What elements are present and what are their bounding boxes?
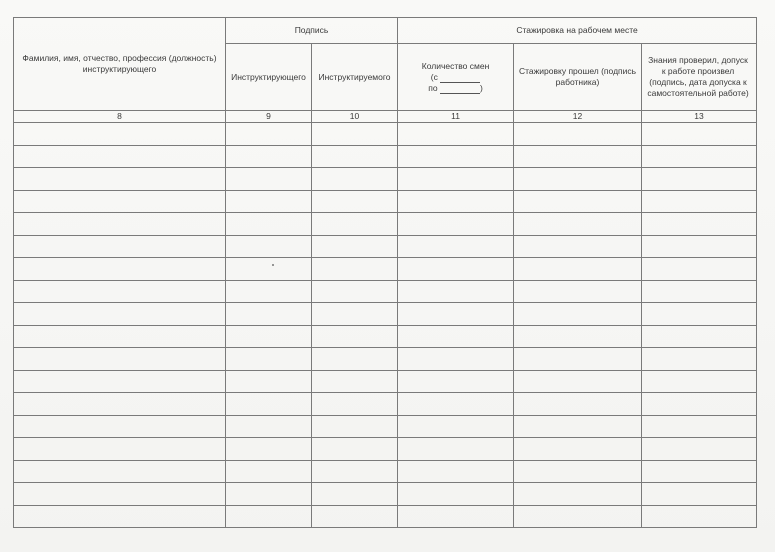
cell-internship-passed [514,280,642,303]
cell-knowledge-checked [642,213,757,236]
cell-name [14,123,226,146]
cell-internship-passed [514,303,642,326]
shift-to-blank [440,85,480,94]
cell-shift-count [398,325,514,348]
cell-shift-count [398,460,514,483]
table-row [14,213,757,236]
cell-sig-instructor [226,190,312,213]
header-shift-to-close: ) [479,82,483,93]
cell-name [14,303,226,326]
cell-sig-instructor [226,213,312,236]
cell-sig-instructor [226,325,312,348]
header-signature-instructed [312,44,398,111]
header-shift-from: (с [430,71,438,82]
cell-shift-count [398,393,514,416]
cell-name [14,370,226,393]
cell-sig-instructor [226,415,312,438]
cell-knowledge-checked [642,438,757,461]
cell-name [14,280,226,303]
cell-sig-instructed [312,190,398,213]
cell-name [14,213,226,236]
table-row [14,235,757,258]
cell-internship-passed [514,505,642,528]
table-row [14,168,757,191]
cell-name [14,505,226,528]
table-row [14,505,757,528]
shift-from-blank [440,74,480,83]
header-name-column [14,18,226,111]
table-row [14,145,757,168]
cell-sig-instructor [226,168,312,191]
table-row [14,415,757,438]
cell-knowledge-checked [642,168,757,191]
cell-internship-passed [514,393,642,416]
table-row [14,190,757,213]
header-signature-group [226,18,398,44]
header-internship-passed [514,44,642,111]
cell-sig-instructed [312,370,398,393]
cell-internship-passed [514,145,642,168]
header-shift-count-label: Количество смен [421,60,490,71]
cell-sig-instructed [312,123,398,146]
cell-shift-count [398,438,514,461]
cell-sig-instructor [226,370,312,393]
table-row [14,325,757,348]
table-row [14,483,757,506]
cell-name [14,325,226,348]
cell-knowledge-checked [642,505,757,528]
cell-internship-passed [514,348,642,371]
header-signature-instructor-text: Инструктирующего [231,71,306,82]
cell-shift-count [398,235,514,258]
cell-shift-count [398,370,514,393]
cell-name [14,235,226,258]
cell-knowledge-checked [642,370,757,393]
cell-internship-passed [514,370,642,393]
header-internship-text: Стажировка на рабочем месте [516,25,638,35]
table-row [14,123,757,146]
cell-sig-instructed [312,483,398,506]
cell-shift-count [398,213,514,236]
column-number-13: 13 [642,111,757,123]
cell-sig-instructor [226,123,312,146]
column-number-12: 12 [514,111,642,123]
paper-speck [272,264,274,266]
cell-sig-instructor [226,145,312,168]
cell-shift-count [398,123,514,146]
cell-sig-instructed [312,505,398,528]
cell-internship-passed [514,235,642,258]
cell-knowledge-checked [642,123,757,146]
cell-shift-count [398,258,514,281]
cell-sig-instructor [226,303,312,326]
cell-sig-instructed [312,145,398,168]
cell-internship-passed [514,325,642,348]
cell-internship-passed [514,415,642,438]
cell-sig-instructor [226,280,312,303]
header-knowledge-checked [642,44,757,111]
column-number-8: 8 [14,111,226,123]
cell-name [14,393,226,416]
cell-shift-count [398,168,514,191]
cell-sig-instructor [226,438,312,461]
cell-sig-instructor [226,258,312,281]
journal-body [14,123,757,528]
cell-knowledge-checked [642,235,757,258]
column-number-10: 10 [312,111,398,123]
cell-knowledge-checked [642,460,757,483]
cell-sig-instructed [312,280,398,303]
cell-shift-count [398,415,514,438]
cell-name [14,483,226,506]
cell-knowledge-checked [642,393,757,416]
cell-sig-instructor [226,460,312,483]
table-row [14,370,757,393]
cell-internship-passed [514,483,642,506]
cell-knowledge-checked [642,258,757,281]
cell-internship-passed [514,168,642,191]
cell-knowledge-checked [642,190,757,213]
cell-name [14,438,226,461]
cell-sig-instructor [226,393,312,416]
cell-sig-instructor [226,235,312,258]
header-signature-text: Подпись [294,25,329,35]
cell-shift-count [398,483,514,506]
cell-shift-count [398,145,514,168]
cell-shift-count [398,348,514,371]
cell-shift-count [398,505,514,528]
cell-internship-passed [514,123,642,146]
cell-sig-instructed [312,213,398,236]
table-row [14,438,757,461]
cell-name [14,168,226,191]
instruction-journal-table [13,17,757,528]
table-row [14,280,757,303]
table-row [14,303,757,326]
cell-sig-instructed [312,168,398,191]
cell-knowledge-checked [642,280,757,303]
cell-knowledge-checked [642,303,757,326]
cell-sig-instructed [312,235,398,258]
table-row [14,460,757,483]
table-row [14,393,757,416]
cell-sig-instructed [312,303,398,326]
cell-knowledge-checked [642,145,757,168]
cell-sig-instructed [312,438,398,461]
cell-internship-passed [514,460,642,483]
header-shift-count [398,44,514,111]
cell-sig-instructed [312,460,398,483]
cell-knowledge-checked [642,483,757,506]
cell-sig-instructor [226,348,312,371]
header-shift-to-line [402,83,509,94]
header-internship-group [398,18,757,44]
header-internship-passed-text: Стажировку прошел (подпись работника) [518,66,637,87]
header-signature-instructed-text: Инструктируемого [318,71,391,82]
cell-internship-passed [514,438,642,461]
cell-name [14,190,226,213]
cell-internship-passed [514,213,642,236]
cell-name [14,460,226,483]
cell-knowledge-checked [642,348,757,371]
cell-knowledge-checked [642,415,757,438]
cell-sig-instructed [312,348,398,371]
table-row [14,258,757,281]
cell-internship-passed [514,258,642,281]
column-number-11: 11 [398,111,514,123]
cell-name [14,348,226,371]
cell-knowledge-checked [642,325,757,348]
cell-sig-instructor [226,505,312,528]
header-shift-to: по [428,82,438,93]
cell-sig-instructor [226,483,312,506]
table-row [14,348,757,371]
cell-internship-passed [514,190,642,213]
cell-shift-count [398,303,514,326]
cell-sig-instructed [312,258,398,281]
header-shift-from-line [402,72,509,83]
header-name-text: Фамилия, имя, отчество, профессия (должность) инструктирующего [22,53,217,74]
cell-shift-count [398,280,514,303]
cell-shift-count [398,190,514,213]
header-knowledge-checked-text: Знания проверил, допуск к работе произвел (подпись, дата допуска к самостоятельной работе) [647,55,749,98]
cell-name [14,415,226,438]
cell-sig-instructed [312,415,398,438]
cell-name [14,145,226,168]
cell-name [14,258,226,281]
cell-sig-instructed [312,325,398,348]
header-signature-instructor [226,44,312,111]
column-number-9: 9 [226,111,312,123]
cell-sig-instructed [312,393,398,416]
